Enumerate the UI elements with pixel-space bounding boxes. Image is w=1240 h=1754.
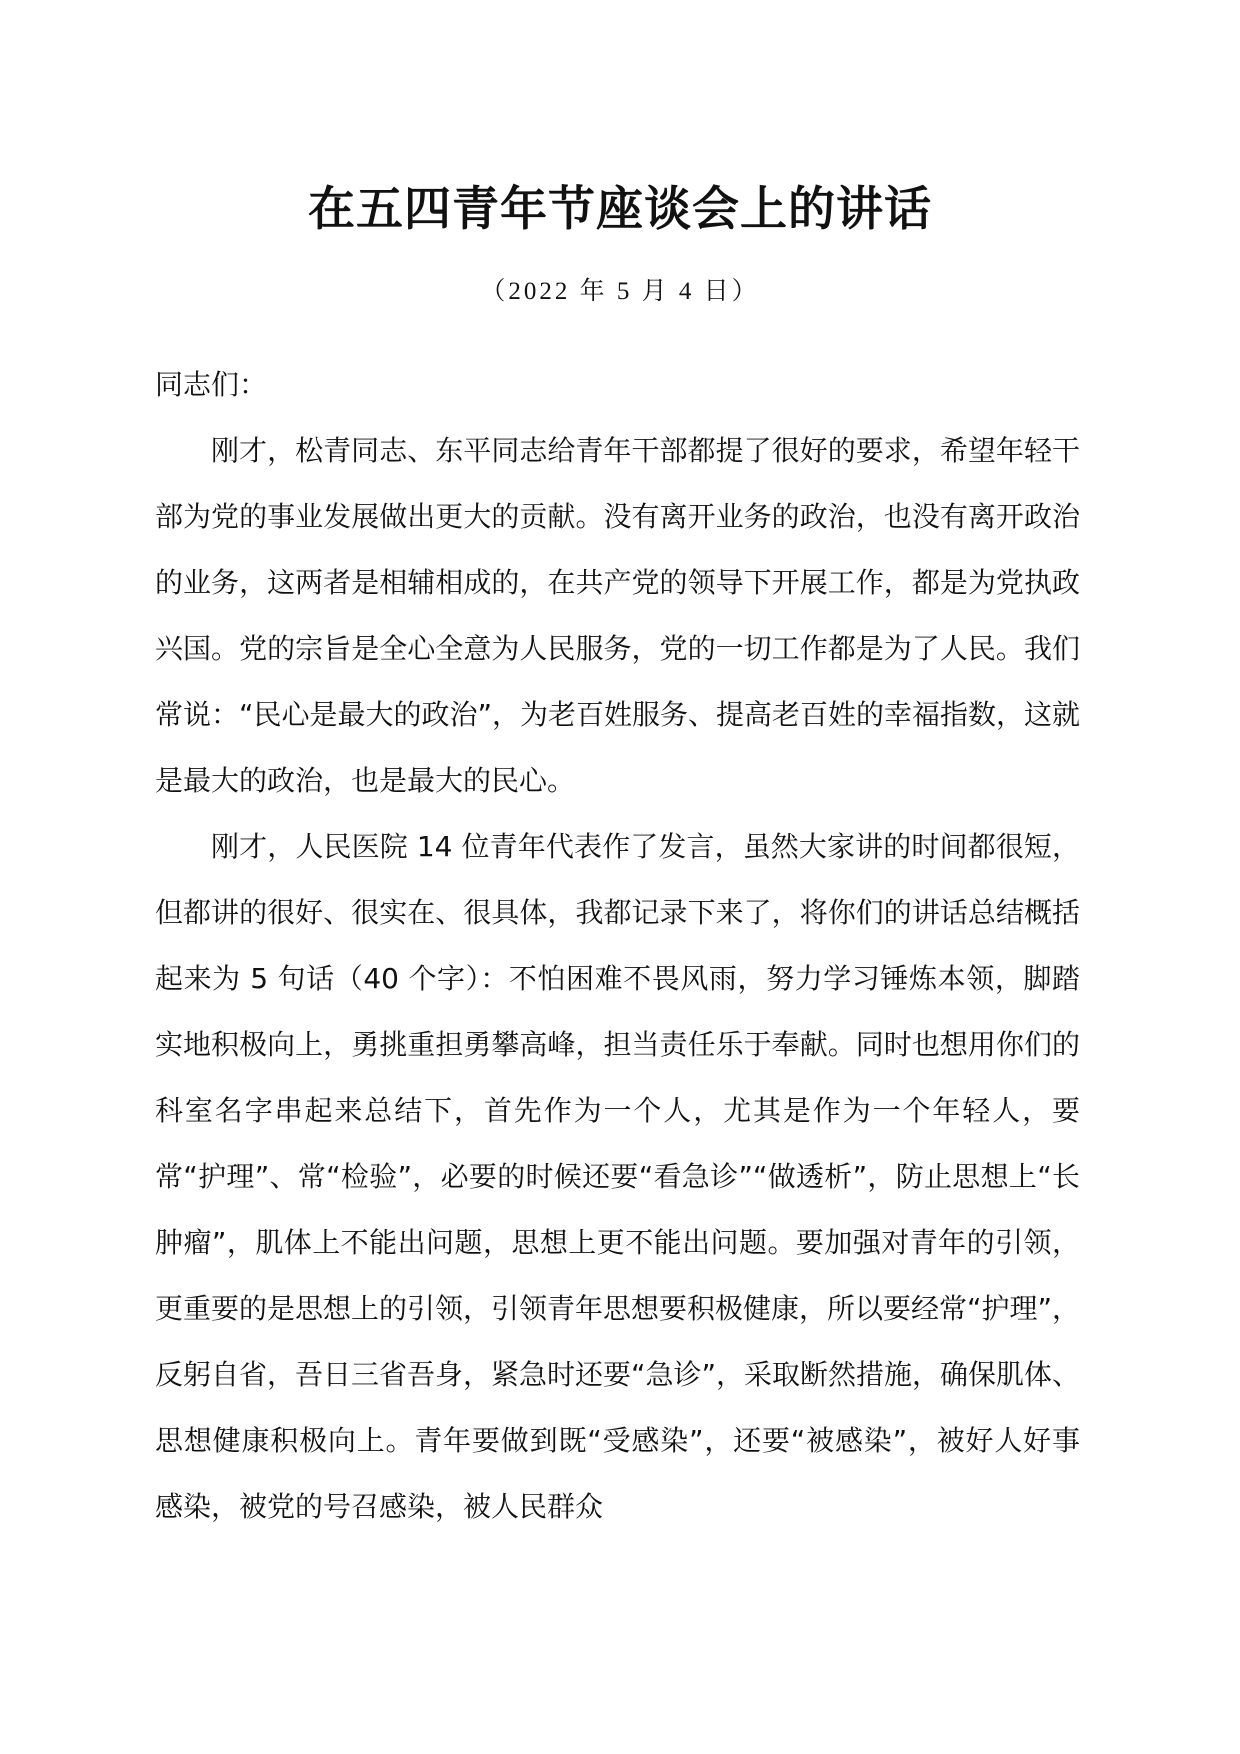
document-body (155, 352, 1080, 1540)
paragraph: 刚才，人民医院 14 位青年代表作了发言，虽然大家讲的时间都很短，但都讲的很好、很实在、很具体，我都记录下来了，将你们的讲话总结概括起来为 5 句话（40 个字）：不怕困难不畏风雨，努力学习锤炼本领，脚踏实地积极向上，勇挑重担勇攀高峰，担当责任乐于奉献。同时也想用你们的科室名字串起来总结下，首先作为一个人，尤其是作为一个年轻人，要常“护理”、常“检验”，必要的时候还要“看急诊”“做透析”，防止思想上“长肿瘤”，肌体上不能出问题，思想上更不能出问题。要加强对青年的引领，更重要的是思想上的引领，引领青年思想要积极健康，所以要经常“护理”，反躬自省，吾日三省吾身，紧急时还要“急诊”，采取断然措施，确保肌体、思想健康积极向上。青年要做到既“受感染”，还要“被感染”，被好人好事感染，被党的号召感染，被人民群众 (155, 830, 1081, 1523)
paragraph: 刚才，松青同志、东平同志给青年干部都提了很好的要求，希望年轻干部为党的事业发展做出更大的贡献。没有离开业务的政治，也没有离开政治的业务，这两者是相辅相成的，在共产党的领导下开展工作，都是为党执政兴国。党的宗旨是全心全意为人民服务，党的一切工作都是为了人民。我们常说：“民心是最大的政治”，为老百姓服务、提高老百姓的幸福指数，这就是最大的政治，也是最大的民心。 (155, 434, 1081, 797)
document-title: 在五四青年节座谈会上的讲话 (308, 182, 932, 237)
document-date: （2022 年 5 月 4 日） (480, 278, 760, 305)
salutation: 同志们： (155, 368, 268, 401)
